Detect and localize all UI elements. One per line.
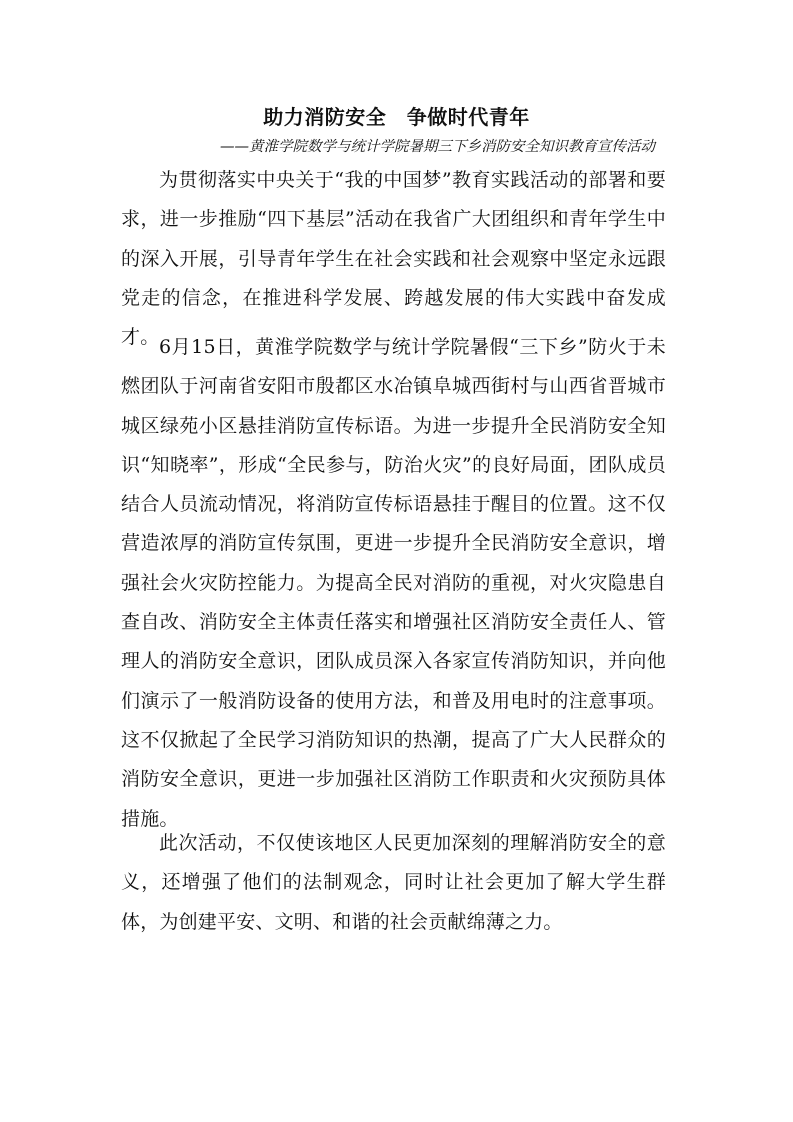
body-paragraph: 为贯彻落实中央关于“我的中国梦”教育实践活动的部署和要求，进一步推励“四下基层”活动在我省广大团组织和青年学生中的深入开展，引导青年学生在社会实践和社会观察中坚定永远跟党走的信念，在推进科学发展、跨越发展的伟大实践中奋发成才。 — [121, 169, 666, 349]
body-paragraph: 6月15日，黄淮学院数学与统计学院暑假“三下乡”防火于未燃团队于河南省安阳市殷都区水冶镇阜城西街村与山西省晋城市城区绿苑小区悬挂消防宣传标语。为进一步提升全民消防安全知识“知晓率”，形成“全民参与，防治火灾”的良好局面，团队成员结合人员流动情况，将消防宣传标语悬挂于醒目的位置。这不仅营造浓厚的消防宣传氛围，更进一步提升全民消防安全意识，增强社会火灾防控能力。为提高全民对消防的重视，对火灾隐患自查自改、消防安全主体责任落实和增强社区消防安全责任人、管理人的消防安全意识，团队成员深入各家宣传消防知识，并向他们演示了一般消防设备的使用方法，和普及用电时的注意事项。这不仅掀起了全民学习消防知识的热潮，提高了广大人民群众的消防安全意识，更进一步加强社区消防工作职责和火灾预防具体措施。 — [121, 336, 666, 830]
document-subtitle: ——黄淮学院数学与统计学院暑期三下乡消防安全知识教育宣传活动 — [220, 139, 655, 155]
body-paragraph-2-container — [121, 328, 666, 839]
body-paragraph: 此次活动，不仅使该地区人民更加深刻的理解消防安全的意义，还增强了他们的法制观念，同时让社会更加了解大学生群体，为创建平安、文明、和谐的社会贡献绵薄之力。 — [121, 832, 666, 933]
body-paragraph-3-container — [121, 824, 666, 942]
document-title: 助力消防安全 争做时代青年 — [263, 105, 530, 129]
